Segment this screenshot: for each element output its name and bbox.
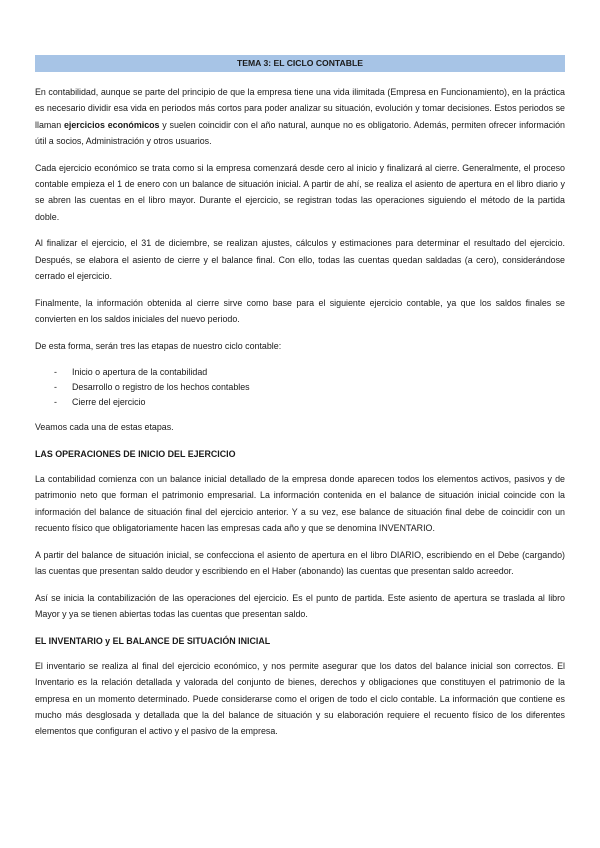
section2-paragraph-1: El inventario se realiza al final del ejercicio económico, y nos permite asegurar que los datos del balance inicial son correctos. El Inventario es la relación detallada y valorada del conjunto de bienes, derechos y obligaciones que constituyen el patrimonio de la empresa en un momento determinado. Puede considerarse como el origen de todo el ciclo contable. La información que contiene es mucho más desglosada y detallada que la del balance de situación y su elaboración requiere el recuento físico de los diferentes elementos que configuran el activo y el pasivo de la empresa.: [35, 660, 565, 737]
section1-paragraph-3: Así se inicia la contabilización de las operaciones del ejercicio. Es el punto de partida. Este asiento de apertura se traslada al libro Mayor y ya se tienen abiertas todas las cuentas que presentan saldo.: [35, 592, 565, 620]
section-heading-inicio: LAS OPERACIONES DE INICIO DEL EJERCICIO: [35, 449, 236, 460]
bold-term: ejercicios económicos: [63, 119, 160, 130]
page-title: TEMA 3: EL CICLO CONTABLE: [35, 55, 565, 72]
list-item: - Cierre del ejercicio: [54, 397, 146, 408]
list-item: - Desarrollo o registro de los hechos contables: [54, 381, 250, 392]
intro-paragraph-5: De esta forma, serán tres las etapas de nuestro ciclo contable:: [35, 340, 282, 351]
section1-paragraph-2: A partir del balance de situación inicial, se confecciona el asiento de apertura en el libro DIARIO, escribiendo en el Debe (cargando) las cuentas que presentan saldo deudor y escribiendo en el Haber (abonando) las cuentas que presentan saldo acreedor.: [35, 549, 565, 577]
intro-paragraph-2: Cada ejercicio económico se trata como si la empresa comenzará desde cero al inicio y finalizará al cierre. Generalmente, el proceso contable empieza el 1 de enero con un balance de situación inicial. A partir de ahí, se realiza el asiento de apertura en el libro diario y se abren las cuentas en el libro mayor. Durante el ejercicio, se registran todas las operaciones siguiendo el método de la partida doble.: [35, 162, 565, 222]
list-item: - Inicio o apertura de la contabilidad: [54, 366, 208, 377]
intro-paragraph-1: En contabilidad, aunque se parte del principio de que la empresa tiene una vida ilimitada (Empresa en Funcionamiento), en la práctica es necesario dividir esa vida en periodos más cortos para poder analizar su situación, evolución y tomar decisiones. Estos periodos se llaman ejercicios económicos y suelen coincidir con el año natural, aunque no es obligatorio. Además, permiten ofrecer información útil a socios, Administración y otros usuarios.: [35, 87, 565, 146]
stages-list: [35, 365, 565, 411]
section-heading-inventario: EL INVENTARIO y EL BALANCE DE SITUACIÓN INICIAL: [35, 635, 271, 646]
document-page: [35, 55, 565, 739]
section1-paragraph-1: La contabilidad comienza con un balance inicial detallado de la empresa donde aparecen todos los elementos activos, pasivos y de patrimonio neto que forman el patrimonio empresarial. La información contenida en el balance de situación inicial coincide con la información del balance de situación final del ejercicio anterior. Y a su vez, ese balance de situación final debe de coincidir con un recuento físico que obligatoriamente hacen las empresas cada año y que se denomina INVENTARIO.: [35, 474, 565, 533]
intro-paragraph-3: Al finalizar el ejercicio, el 31 de diciembre, se realizan ajustes, cálculos y estimaciones para determinar el resultado del ejercicio. Después, se elabora el asiento de cierre y el balance final. Con ello, todas las cuentas quedan saldadas (a cero), considerándose cerrado el ejercicio.: [35, 238, 565, 281]
intro-paragraph-4: Finalmente, la información obtenida al cierre sirve como base para el siguiente ejercicio contable, ya que los saldos finales se convierten en los saldos iniciales del nuevo periodo.: [35, 297, 565, 325]
intro-paragraph-6: Veamos cada una de estas etapas.: [35, 422, 174, 433]
